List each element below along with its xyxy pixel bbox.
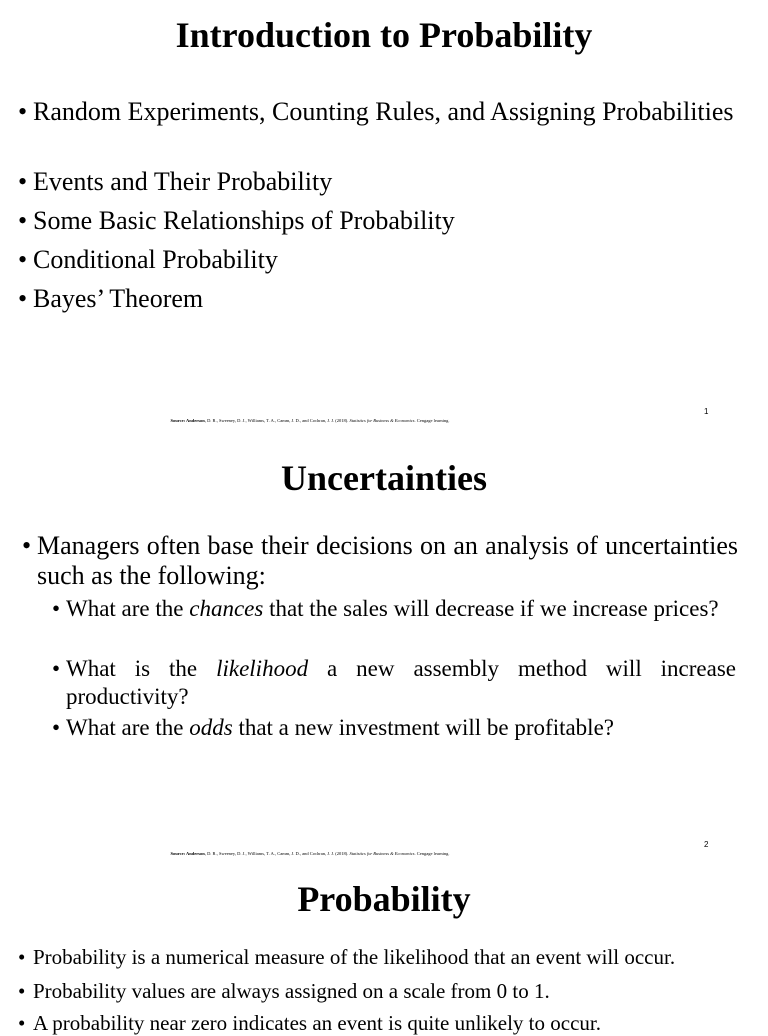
page-number: 1: [704, 407, 709, 416]
bullet-dot-icon: •: [52, 596, 61, 621]
slide-3-title: Probability: [297, 879, 471, 919]
bullet-dot-icon: •: [18, 979, 26, 1003]
bullet-dot-icon: •: [18, 284, 28, 313]
source-citation: Source: Anderson, D. R., Sweeney, D. J., Williams, T. A., Camm, J. D., and Cochran, J. J. (2018). Statistics for Business & Economics. Cengage learning.: [170, 418, 450, 423]
list-item: • Probability is a numerical measure of the likelihood that an event will occur.: [18, 945, 676, 969]
list-item: • Probability values are always assigned on a scale from 0 to 1.: [18, 979, 550, 1003]
list-item: • What are the odds that a new investment will be profitable?: [52, 715, 614, 740]
list-item: • What are the chances that the sales will decrease if we increase prices?: [52, 596, 719, 621]
list-item: • Events and Their Probability: [18, 167, 333, 196]
bullet-dot-icon: •: [18, 945, 26, 969]
list-item: • What is the likelihood a new assembly method will increase productivity?: [52, 656, 736, 709]
bullet-dot-icon: •: [52, 656, 61, 681]
bullet-dot-icon: •: [18, 245, 28, 274]
list-item: • Conditional Probability: [18, 245, 278, 274]
list-item: • Managers often base their decisions on an analysis of uncertainties such as the following:: [22, 531, 738, 590]
source-citation: Source: Anderson, D. R., Sweeney, D. J., Williams, T. A., Camm, J. D., and Cochran, J. J. (2018). Statistics for Business & Economics. Cengage learning.: [170, 851, 450, 856]
list-item: • Some Basic Relationships of Probability: [18, 206, 455, 235]
list-item: • A probability near zero indicates an event is quite unlikely to occur.: [18, 1011, 601, 1035]
bullet-dot-icon: •: [18, 1011, 26, 1035]
list-item: • Random Experiments, Counting Rules, and Assigning Probabilities: [18, 97, 734, 126]
page-number: 2: [704, 840, 709, 849]
slide-2-title: Uncertainties: [281, 458, 487, 498]
bullet-dot-icon: •: [52, 715, 61, 740]
slide-1-title: Introduction to Probability: [175, 15, 593, 55]
bullet-dot-icon: •: [18, 167, 28, 196]
bullet-dot-icon: •: [18, 97, 28, 126]
list-item: • Bayes’ Theorem: [18, 284, 204, 313]
bullet-dot-icon: •: [18, 206, 28, 235]
bullet-dot-icon: •: [22, 531, 32, 560]
